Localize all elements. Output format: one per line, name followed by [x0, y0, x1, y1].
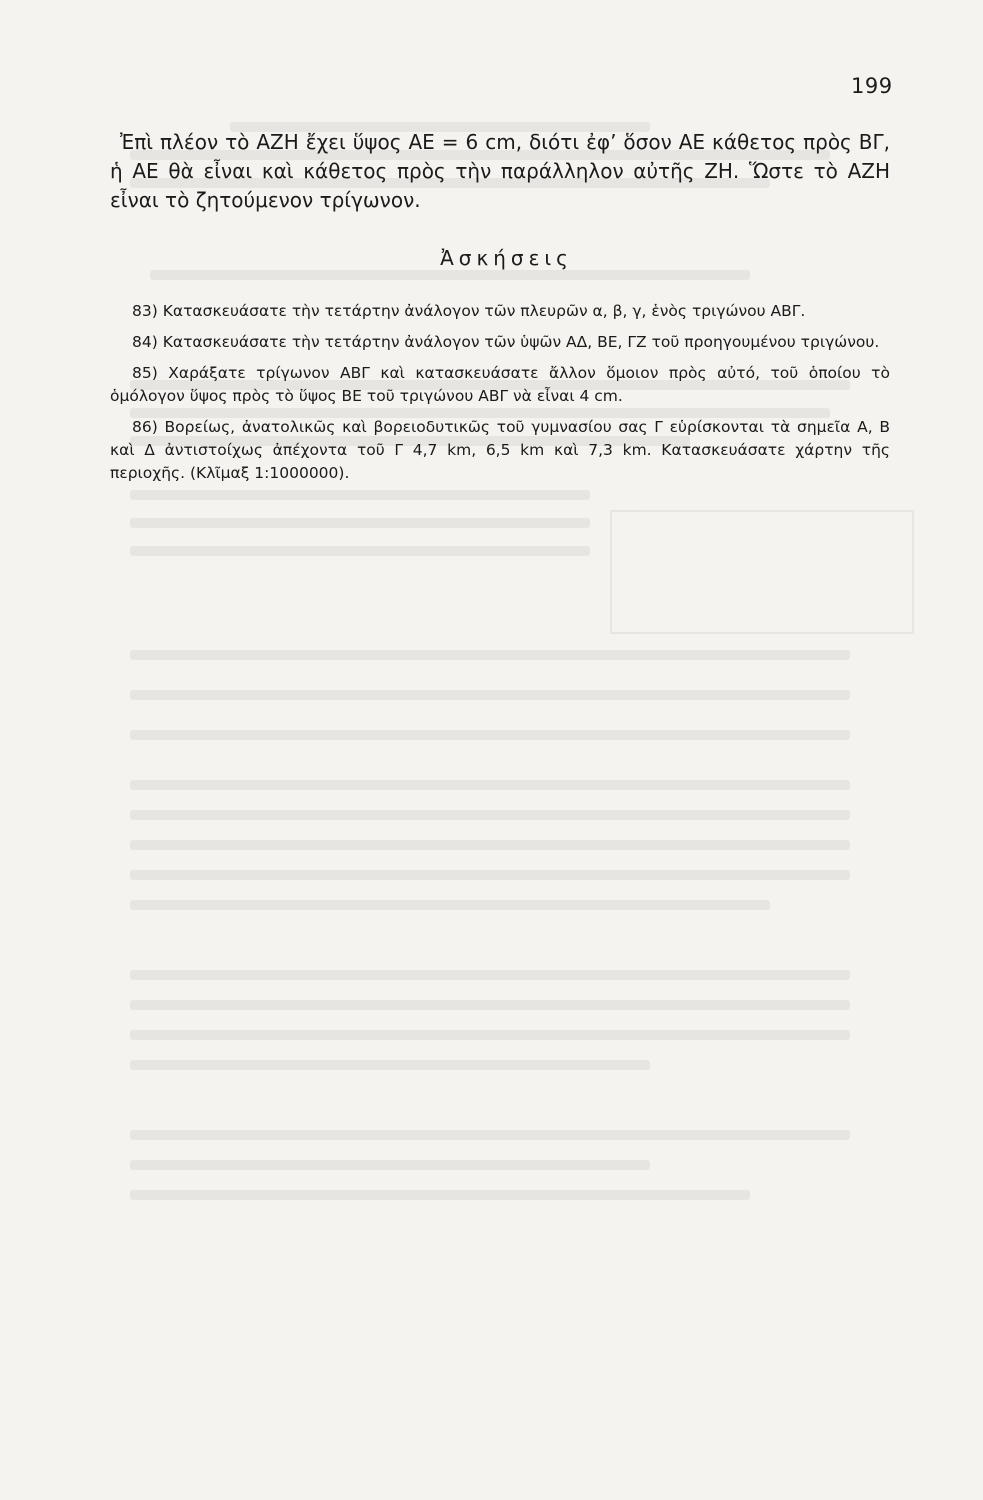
page-number: 199 [851, 74, 893, 98]
exercise-86: 86) Βορείως, ἀνατολικῶς καὶ βορειοδυτικῶς τοῦ γυμνασίου σας Γ εὑρίσκονται τὰ σημεῖα Α, Β καὶ Δ ἀντιστοίχως ἀπέχοντα τοῦ Γ 4,7 km, 6,5 km καὶ 7,3 km. Κατασκευάσατε χάρτην τῆς περιοχῆς. (Κλῖμαξ 1:1000000). [110, 418, 890, 482]
bleed-through-texture [90, 90, 910, 1470]
exercise-list [110, 300, 890, 493]
section-heading: Ἀσκήσεις [440, 246, 573, 270]
exercise-85: 85) Χαράξατε τρίγωνον ΑΒΓ καὶ κατασκευάσατε ἄλλον ὅμοιον πρὸς αὐτό, τοῦ ὁποίου τὸ ὁμόλογον ὕψος πρὸς τὸ ὕψος ΒΕ τοῦ τριγώνου ΑΒΓ νὰ εἶναι 4 cm. [110, 364, 890, 405]
exercise-84: 84) Κατασκευάσατε τὴν τετάρτην ἀνάλογον τῶν ὑψῶν ΑΔ, ΒΕ, ΓΖ τοῦ προηγουμένου τριγώνου. [132, 333, 880, 351]
intro-paragraph: Ἐπὶ πλέον τὸ ΑΖΗ ἔχει ὕψος ΑΕ = 6 cm, διότι ἐφ’ ὅσον ΑΕ κάθετος πρὸς ΒΓ, ἡ ΑΕ θὰ εἶναι καὶ κάθετος πρὸς τὴν παράλληλον αὐτῆς ΖΗ. Ὥστε τὸ ΑΖΗ εἶναι τὸ ζητούμενον τρίγωνον. [110, 130, 890, 212]
exercise-83: 83) Κατασκευάσατε τὴν τετάρτην ἀνάλογον τῶν πλευρῶν α, β, γ, ἑνὸς τριγώνου ΑΒΓ. [132, 302, 806, 320]
